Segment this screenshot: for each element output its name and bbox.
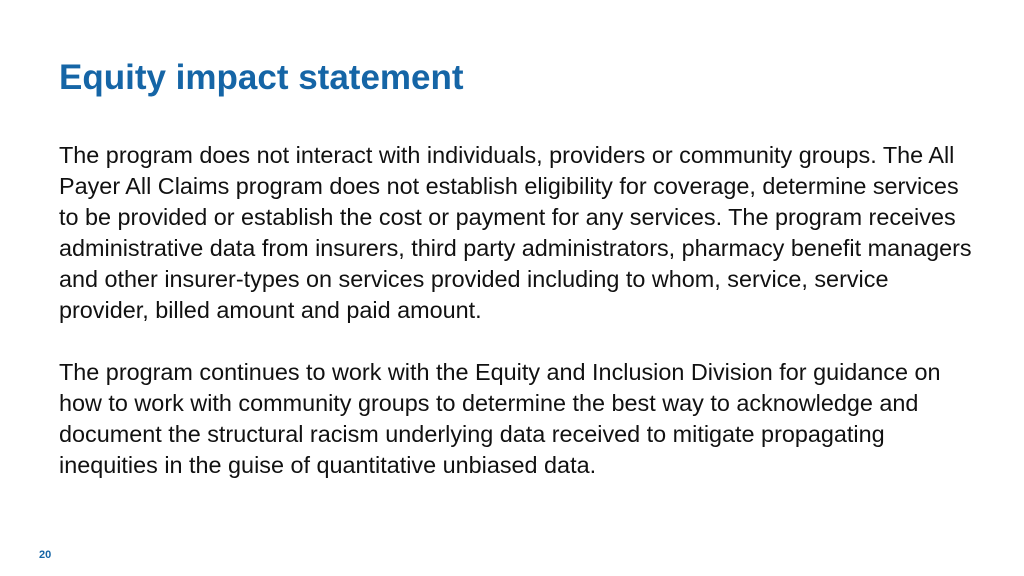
page-number: 20	[39, 549, 52, 561]
slide-title: Equity impact statement	[59, 58, 464, 97]
body-paragraph-1: The program does not interact with individuals, providers or community groups. The All Payer All Claims program does not establish eligibility for coverage, determine services to be provided or establish the cost or payment for any services. The program receives administrative data from insurers, third party administrators, pharmacy benefit managers and other insurer-types on services provided including to whom, service, service provider, billed amount and paid amount.	[59, 142, 972, 323]
slide-body	[59, 140, 979, 481]
body-paragraph-2: The program continues to work with the Equity and Inclusion Division for guidance on how to work with community groups to determine the best way to acknowledge and document the structural racism underlying data received to mitigate propagating inequities in the guise of quantitative unbiased data.	[59, 359, 941, 478]
